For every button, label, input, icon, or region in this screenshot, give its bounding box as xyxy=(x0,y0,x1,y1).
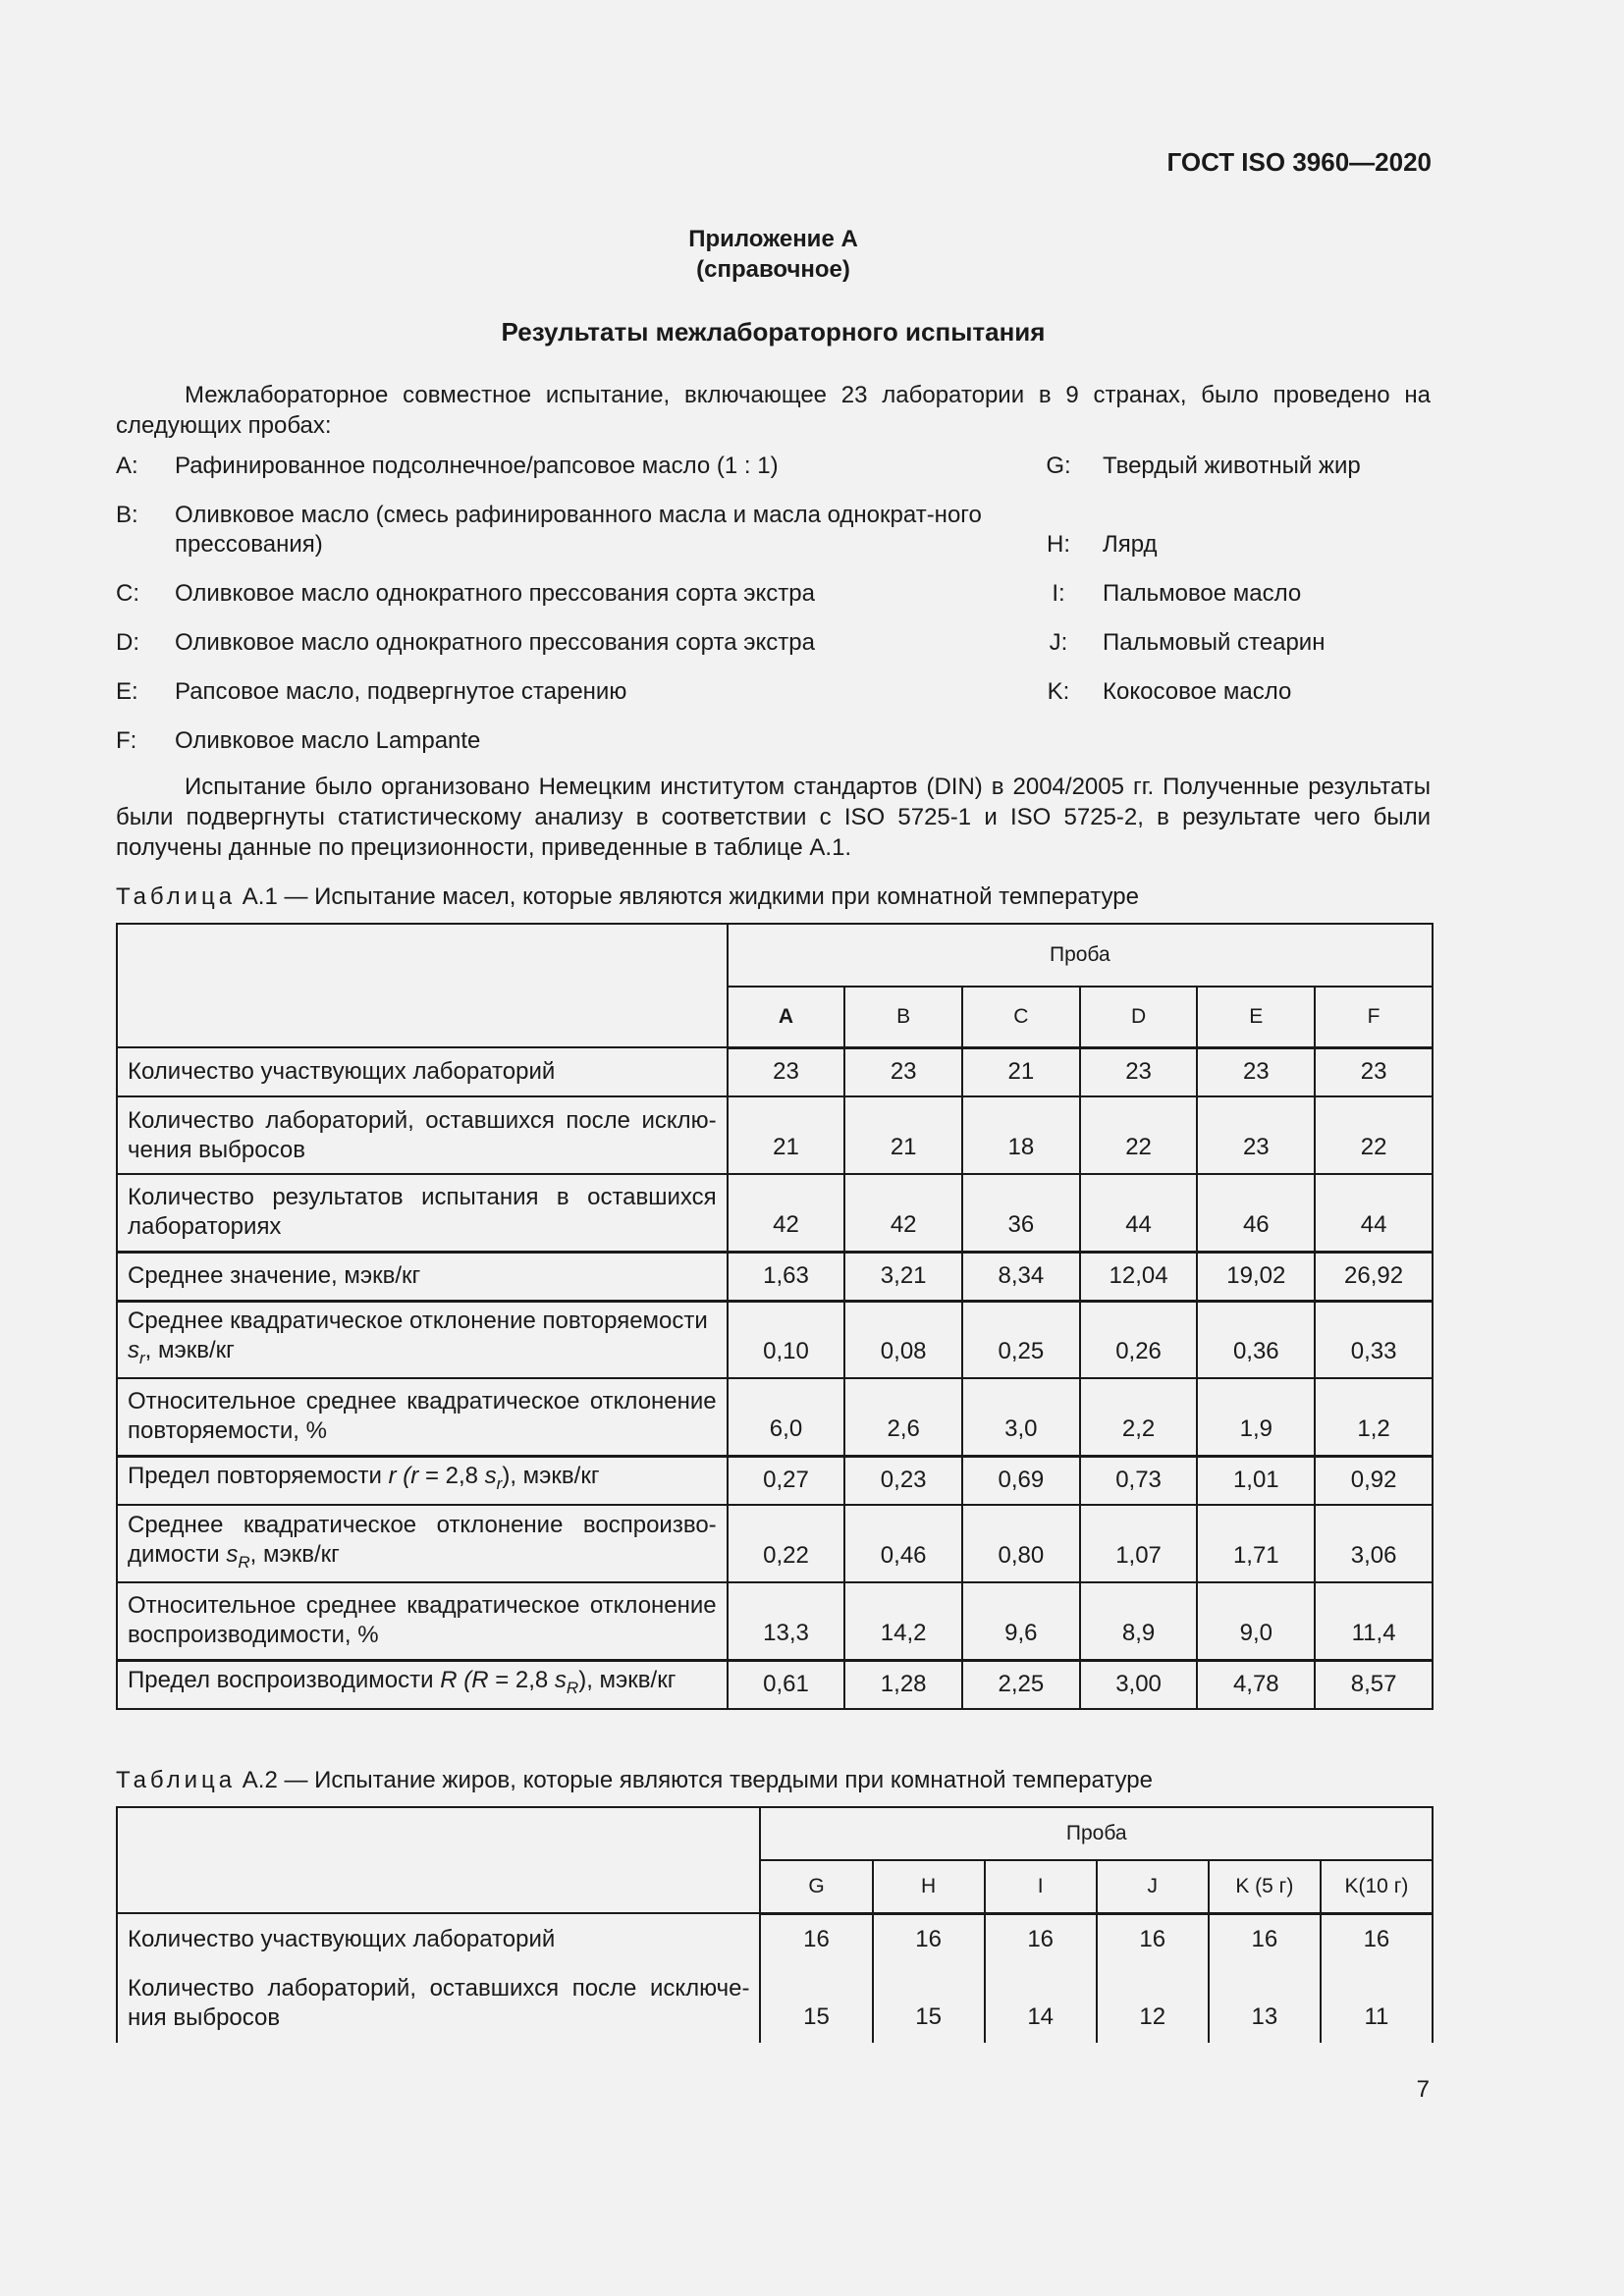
cell: 23 xyxy=(1080,1047,1198,1096)
sample-label: G: xyxy=(1046,453,1071,479)
sample-label: J: xyxy=(1049,629,1068,656)
cell: 2,6 xyxy=(844,1378,962,1456)
cell: 13,3 xyxy=(728,1582,845,1660)
column-header: K (5 г) xyxy=(1209,1860,1321,1913)
section-title: Результаты межлабораторного испытания xyxy=(501,317,1046,347)
header-corner xyxy=(117,924,728,1047)
cell: 8,34 xyxy=(962,1252,1080,1301)
sample-text: Рафинированное подсолнечное/рапсовое масло (1 : 1) xyxy=(175,453,779,479)
cell: 0,22 xyxy=(728,1505,845,1582)
organization-text: Испытание было организовано Немецким институтом стандартов (DIN) в 2004/2005 гг. Полученные результаты были подвергнуты статистическому анализу в соответствии с ISO 5725-1 и ISO 5725-2, в результате чего были получены данные по прецизионности, приведенные в таблице А.1. xyxy=(116,774,1431,861)
label-text: Предел повторяемости xyxy=(128,1463,382,1490)
table2 xyxy=(116,1806,1434,2043)
cell: 1,07 xyxy=(1080,1505,1198,1582)
symbol-sub: R xyxy=(566,1679,579,1698)
cell: 9,0 xyxy=(1197,1582,1315,1660)
row-label xyxy=(117,1301,728,1378)
column-header: H xyxy=(873,1860,985,1913)
table-row xyxy=(117,1378,1433,1456)
cell: 0,73 xyxy=(1080,1456,1198,1505)
caption-word: Таблица xyxy=(116,883,237,910)
sample-label: D: xyxy=(116,629,139,656)
cell: 23 xyxy=(1315,1047,1433,1096)
sample-label: F: xyxy=(116,727,137,754)
cell: 44 xyxy=(1080,1174,1198,1252)
header-corner xyxy=(117,1807,760,1913)
cell: 9,6 xyxy=(962,1582,1080,1660)
symbol: s xyxy=(128,1336,139,1363)
cell: 22 xyxy=(1315,1096,1433,1174)
cell: 4,78 xyxy=(1197,1660,1315,1709)
label-text: Предел воспроизводимости xyxy=(128,1667,434,1694)
cell: 12,04 xyxy=(1080,1252,1198,1301)
cell: 0,36 xyxy=(1197,1301,1315,1378)
cell: 0,27 xyxy=(728,1456,845,1505)
table-row xyxy=(117,1174,1433,1252)
table1-caption xyxy=(116,883,1139,911)
cell: 2,25 xyxy=(962,1660,1080,1709)
cell: 23 xyxy=(1197,1047,1315,1096)
cell: 0,25 xyxy=(962,1301,1080,1378)
label-unit: ), мэкв/кг xyxy=(578,1667,677,1694)
cell: 0,23 xyxy=(844,1456,962,1505)
column-header: K(10 г) xyxy=(1321,1860,1433,1913)
cell: 14,2 xyxy=(844,1582,962,1660)
label-mid: = 2,8 xyxy=(418,1463,485,1490)
sample-label: B: xyxy=(116,502,138,528)
cell: 0,61 xyxy=(728,1660,845,1709)
group-header: Проба xyxy=(728,924,1433,987)
cell: 19,02 xyxy=(1197,1252,1315,1301)
cell: 1,9 xyxy=(1197,1378,1315,1456)
group-header: Проба xyxy=(760,1807,1433,1860)
table-row xyxy=(117,1913,1433,1964)
label-text: Среднее квадратическое отклонение воспроизво-димости xyxy=(128,1511,717,1568)
cell: 0,92 xyxy=(1315,1456,1433,1505)
table-row xyxy=(117,1660,1433,1709)
cell: 0,33 xyxy=(1315,1301,1433,1378)
cell: 11 xyxy=(1321,1964,1433,2043)
cell: 21 xyxy=(728,1096,845,1174)
cell: 8,9 xyxy=(1080,1582,1198,1660)
sample-label: H: xyxy=(1047,531,1070,558)
row-label xyxy=(117,1660,728,1709)
cell: 16 xyxy=(873,1913,985,1964)
column-header: E xyxy=(1197,987,1315,1047)
table2-caption xyxy=(116,1767,1153,1794)
intro-text: Межлабораторное совместное испытание, включающее 23 лаборатории в 9 странах, было проведено на следующих пробах: xyxy=(116,382,1431,439)
cell: 11,4 xyxy=(1315,1582,1433,1660)
cell: 23 xyxy=(844,1047,962,1096)
symbol: s xyxy=(226,1540,239,1568)
cell: 15 xyxy=(760,1964,872,2043)
label-unit: ), мэкв/кг xyxy=(502,1463,600,1490)
row-label: Количество участвующих лабораторий xyxy=(117,1913,760,1964)
row-label: Количество участвующих лабораторий xyxy=(117,1047,728,1096)
cell: 14 xyxy=(985,1964,1097,2043)
row-label: Количество результатов испытания в оставшихся лабораториях xyxy=(117,1174,728,1252)
cell: 23 xyxy=(728,1047,845,1096)
sample-text: Пальмовое масло xyxy=(1103,580,1302,607)
column-header: F xyxy=(1315,987,1433,1047)
column-header: C xyxy=(962,987,1080,1047)
cell: 16 xyxy=(1209,1913,1321,1964)
sample-label: C: xyxy=(116,580,139,607)
sample-label: A: xyxy=(116,453,138,479)
column-header: B xyxy=(844,987,962,1047)
cell: 0,08 xyxy=(844,1301,962,1378)
cell: 1,01 xyxy=(1197,1456,1315,1505)
table-row xyxy=(117,1582,1433,1660)
sample-text: Пальмовый стеарин xyxy=(1103,629,1326,656)
sample-text: Твердый животный жир xyxy=(1103,453,1361,479)
symbol-sub: r xyxy=(139,1348,145,1367)
column-header: G xyxy=(760,1860,872,1913)
label-unit: , мэкв/кг xyxy=(249,1540,340,1568)
cell: 18 xyxy=(962,1096,1080,1174)
row-label: Относительное среднее квадратическое отклонение повторяемости, % xyxy=(117,1378,728,1456)
cell: 15 xyxy=(873,1964,985,2043)
sample-text: Лярд xyxy=(1103,531,1158,558)
table-row xyxy=(117,1252,1433,1301)
cell: 3,21 xyxy=(844,1252,962,1301)
row-label: Количество лабораторий, оставшихся после исклю-чения выбросов xyxy=(117,1096,728,1174)
cell: 16 xyxy=(985,1913,1097,1964)
sample-label: I: xyxy=(1052,580,1065,607)
column-header: I xyxy=(985,1860,1097,1913)
cell: 6,0 xyxy=(728,1378,845,1456)
table-row xyxy=(117,1096,1433,1174)
annex-type: (справочное) xyxy=(696,256,850,283)
sample-text: Оливковое масло однократного прессования сорта экстра xyxy=(175,629,815,656)
intro-paragraph xyxy=(116,380,1431,441)
cell: 1,63 xyxy=(728,1252,845,1301)
cell: 12 xyxy=(1097,1964,1209,2043)
cell: 22 xyxy=(1080,1096,1198,1174)
cell: 26,92 xyxy=(1315,1252,1433,1301)
cell: 0,26 xyxy=(1080,1301,1198,1378)
label-mid: = 2,8 xyxy=(488,1667,555,1694)
table-header-row xyxy=(117,924,1433,987)
cell: 3,00 xyxy=(1080,1660,1198,1709)
cell: 16 xyxy=(760,1913,872,1964)
cell: 2,2 xyxy=(1080,1378,1198,1456)
annex-name: Приложение А xyxy=(688,226,858,252)
caption-word: Таблица xyxy=(116,1767,237,1793)
cell: 46 xyxy=(1197,1174,1315,1252)
symbol-sub: R xyxy=(238,1552,250,1572)
row-label: Относительное среднее квадратическое отклонение воспроизводимости, % xyxy=(117,1582,728,1660)
cell: 1,2 xyxy=(1315,1378,1433,1456)
cell: 42 xyxy=(728,1174,845,1252)
column-header: A xyxy=(728,987,845,1047)
page-number: 7 xyxy=(1416,2076,1430,2103)
row-label: Среднее значение, мэкв/кг xyxy=(117,1252,728,1301)
cell: 44 xyxy=(1315,1174,1433,1252)
standard-code: ГОСТ ISO 3960—2020 xyxy=(1166,147,1432,177)
cell: 1,28 xyxy=(844,1660,962,1709)
sample-label: E: xyxy=(116,678,138,705)
table-row xyxy=(117,1456,1433,1505)
label-text: Среднее квадратическое отклонение повторяемости xyxy=(128,1307,708,1334)
column-header: J xyxy=(1097,1860,1209,1913)
cell: 1,71 xyxy=(1197,1505,1315,1582)
table-header-row xyxy=(117,1807,1433,1860)
symbol: r (r xyxy=(388,1463,419,1490)
sample-text: Оливковое масло Lampante xyxy=(175,727,481,754)
row-label: Количество лабораторий, оставшихся после исключе-ния выбросов xyxy=(117,1964,760,2043)
cell: 0,80 xyxy=(962,1505,1080,1582)
organization-paragraph xyxy=(116,772,1431,863)
column-header: D xyxy=(1080,987,1198,1047)
sample-label: K: xyxy=(1047,678,1070,705)
cell: 3,06 xyxy=(1315,1505,1433,1582)
table-row xyxy=(117,1301,1433,1378)
caption-text: А.2 — Испытание жиров, которые являются твердыми при комнатной температуре xyxy=(242,1767,1153,1793)
cell: 16 xyxy=(1097,1913,1209,1964)
sample-text: Оливковое масло (смесь рафинированного масла и масла однократ-ного прессования) xyxy=(175,502,982,558)
table-row xyxy=(117,1964,1433,2043)
cell: 8,57 xyxy=(1315,1660,1433,1709)
symbol: s xyxy=(554,1667,567,1694)
cell: 42 xyxy=(844,1174,962,1252)
sample-text: Оливковое масло однократного прессования сорта экстра xyxy=(175,580,815,607)
cell: 13 xyxy=(1209,1964,1321,2043)
cell: 23 xyxy=(1197,1096,1315,1174)
caption-text: А.1 — Испытание масел, которые являются жидкими при комнатной температуре xyxy=(242,883,1139,910)
cell: 36 xyxy=(962,1174,1080,1252)
label-unit: , мэкв/кг xyxy=(144,1336,235,1363)
row-label xyxy=(117,1505,728,1582)
cell: 0,69 xyxy=(962,1456,1080,1505)
annex-title xyxy=(116,224,1431,285)
table1 xyxy=(116,923,1434,1710)
symbol: s xyxy=(484,1463,497,1490)
sample-text: Рапсовое масло, подвергнутое старению xyxy=(175,678,627,705)
cell: 16 xyxy=(1321,1913,1433,1964)
cell: 21 xyxy=(844,1096,962,1174)
table-row xyxy=(117,1047,1433,1096)
cell: 3,0 xyxy=(962,1378,1080,1456)
symbol-sub: r xyxy=(496,1474,503,1494)
cell: 21 xyxy=(962,1047,1080,1096)
sample-text: Кокосовое масло xyxy=(1103,678,1292,705)
cell: 0,46 xyxy=(844,1505,962,1582)
row-label xyxy=(117,1456,728,1505)
symbol: R (R xyxy=(440,1667,489,1694)
cell: 0,10 xyxy=(728,1301,845,1378)
table-row xyxy=(117,1505,1433,1582)
